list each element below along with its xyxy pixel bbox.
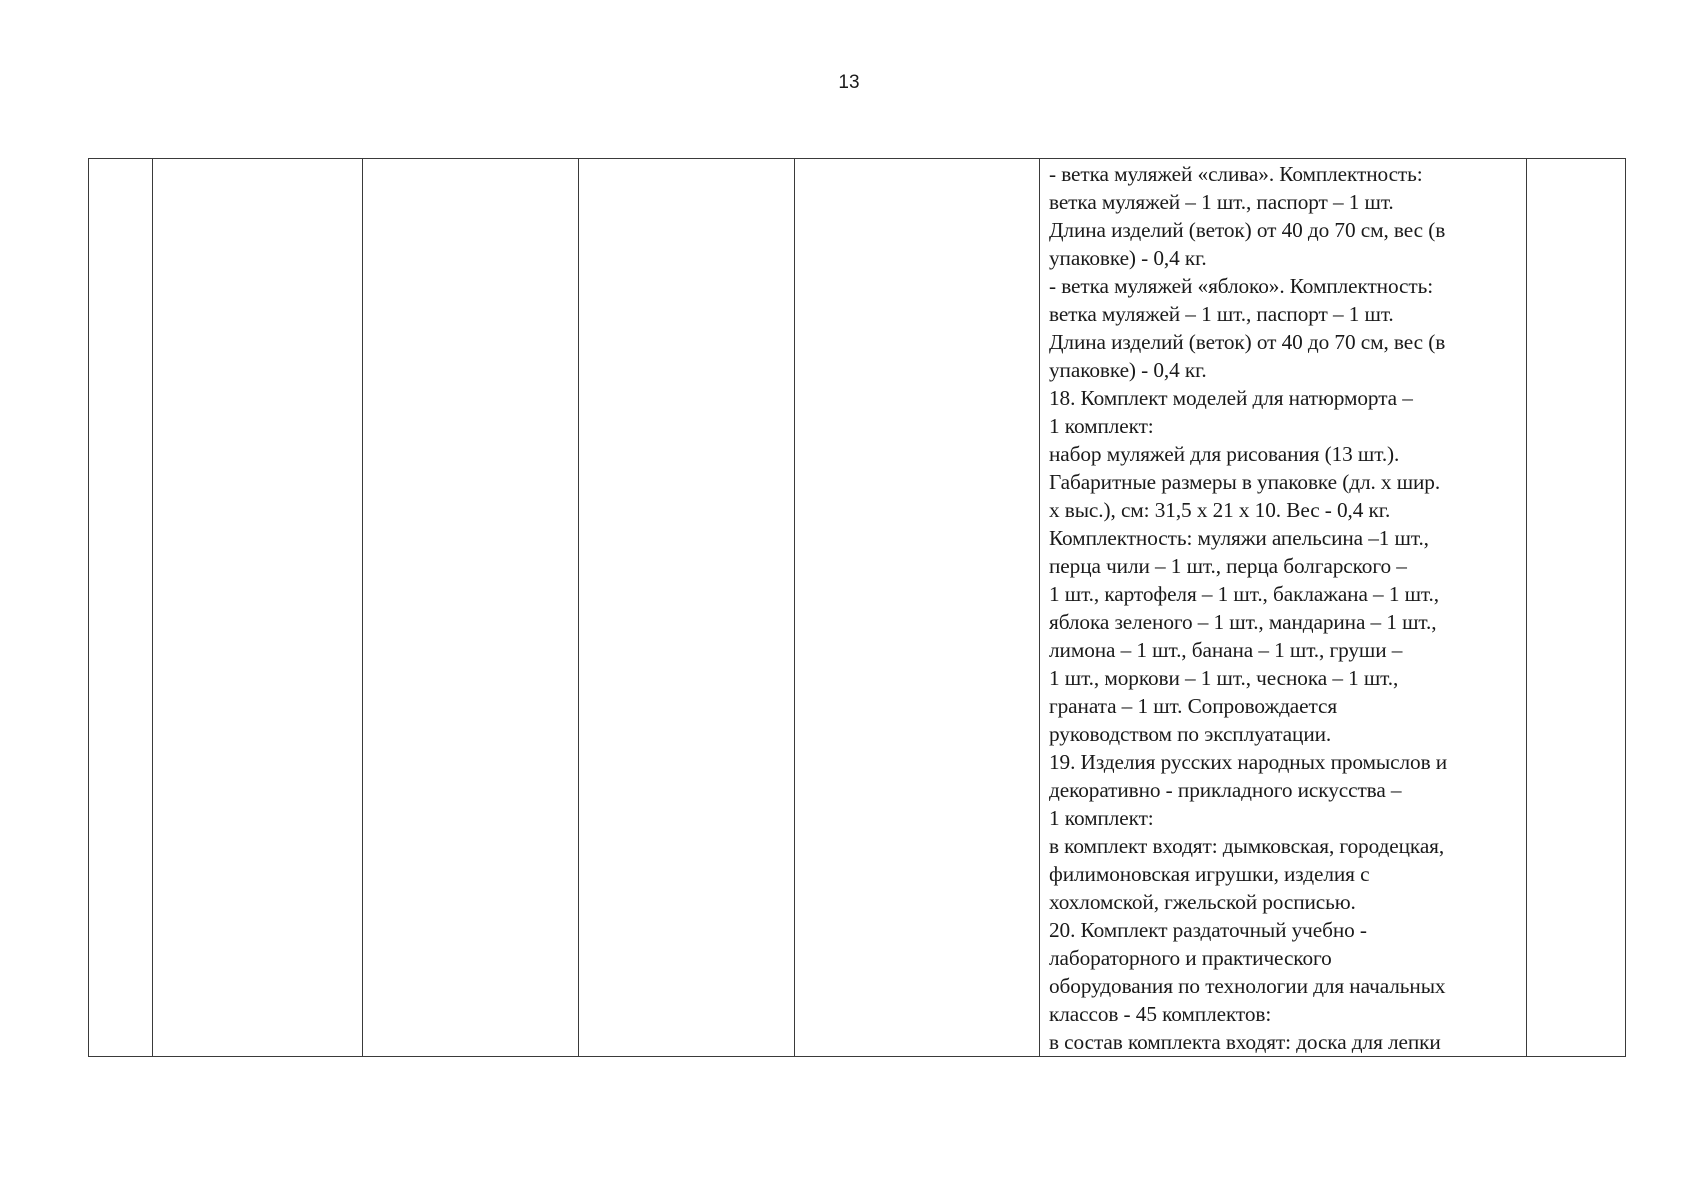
description-line: яблока зеленого – 1 шт., мандарина – 1 шт.,	[1049, 610, 1437, 634]
description-line: 1 комплект:	[1049, 806, 1154, 830]
cell-column-7	[1527, 159, 1626, 1057]
equipment-description-text	[1049, 160, 1518, 1056]
description-line: ветка муляжей – 1 шт., паспорт – 1 шт.	[1049, 302, 1394, 326]
description-line: 19. Изделия русских народных промыслов и	[1049, 750, 1448, 774]
cell-column-4	[579, 159, 795, 1057]
description-line: классов - 45 комплектов:	[1049, 1002, 1272, 1026]
description-line: лабораторного и практического	[1049, 946, 1332, 970]
description-line: - ветка муляжей «слива». Комплектность:	[1049, 162, 1423, 186]
description-line: в состав комплекта входят: доска для лепки	[1049, 1030, 1441, 1054]
equipment-table	[88, 158, 1626, 1057]
table-row	[89, 159, 1626, 1057]
description-line: декоративно - прикладного искусства –	[1049, 778, 1402, 802]
description-line: 20. Комплект раздаточный учебно -	[1049, 918, 1367, 942]
description-line: филимоновская игрушки, изделия с	[1049, 862, 1370, 886]
description-line: 1 шт., картофеля – 1 шт., баклажана – 1 шт.,	[1049, 582, 1439, 606]
description-line: упаковке) - 0,4 кг.	[1049, 358, 1207, 382]
description-line: перца чили – 1 шт., перца болгарского –	[1049, 554, 1407, 578]
cell-column-3	[363, 159, 579, 1057]
description-line: лимона – 1 шт., банана – 1 шт., груши –	[1049, 638, 1403, 662]
description-line: руководством по эксплуатации.	[1049, 722, 1332, 746]
description-line: Длина изделий (веток) от 40 до 70 см, вес (в	[1049, 218, 1446, 242]
description-line: в комплект входят: дымковская, городецкая,	[1049, 834, 1445, 858]
cell-number	[89, 159, 153, 1057]
description-line: упаковке) - 0,4 кг.	[1049, 246, 1207, 270]
cell-equipment-description	[1040, 159, 1527, 1057]
description-line: оборудования по технологии для начальных	[1049, 974, 1446, 998]
description-line: 18. Комплект моделей для натюрморта –	[1049, 386, 1413, 410]
page-number: 13	[838, 72, 860, 93]
description-line: набор муляжей для рисования (13 шт.).	[1049, 442, 1400, 466]
description-line: Габаритные размеры в упаковке (дл. х шир.	[1049, 470, 1441, 494]
description-line: граната – 1 шт. Сопровождается	[1049, 694, 1338, 718]
description-line: х выс.), см: 31,5 х 21 х 10. Вес - 0,4 кг.	[1049, 498, 1391, 522]
description-line: Комплектность: муляжи апельсина –1 шт.,	[1049, 526, 1429, 550]
cell-column-5	[795, 159, 1040, 1057]
description-line: Длина изделий (веток) от 40 до 70 см, вес (в	[1049, 330, 1446, 354]
cell-column-2	[153, 159, 363, 1057]
description-line: - ветка муляжей «яблоко». Комплектность:	[1049, 274, 1434, 298]
description-line: 1 шт., моркови – 1 шт., чеснока – 1 шт.,	[1049, 666, 1399, 690]
description-line: 1 комплект:	[1049, 414, 1154, 438]
description-line: хохломской, гжельской росписью.	[1049, 890, 1356, 914]
description-line: ветка муляжей – 1 шт., паспорт – 1 шт.	[1049, 190, 1394, 214]
